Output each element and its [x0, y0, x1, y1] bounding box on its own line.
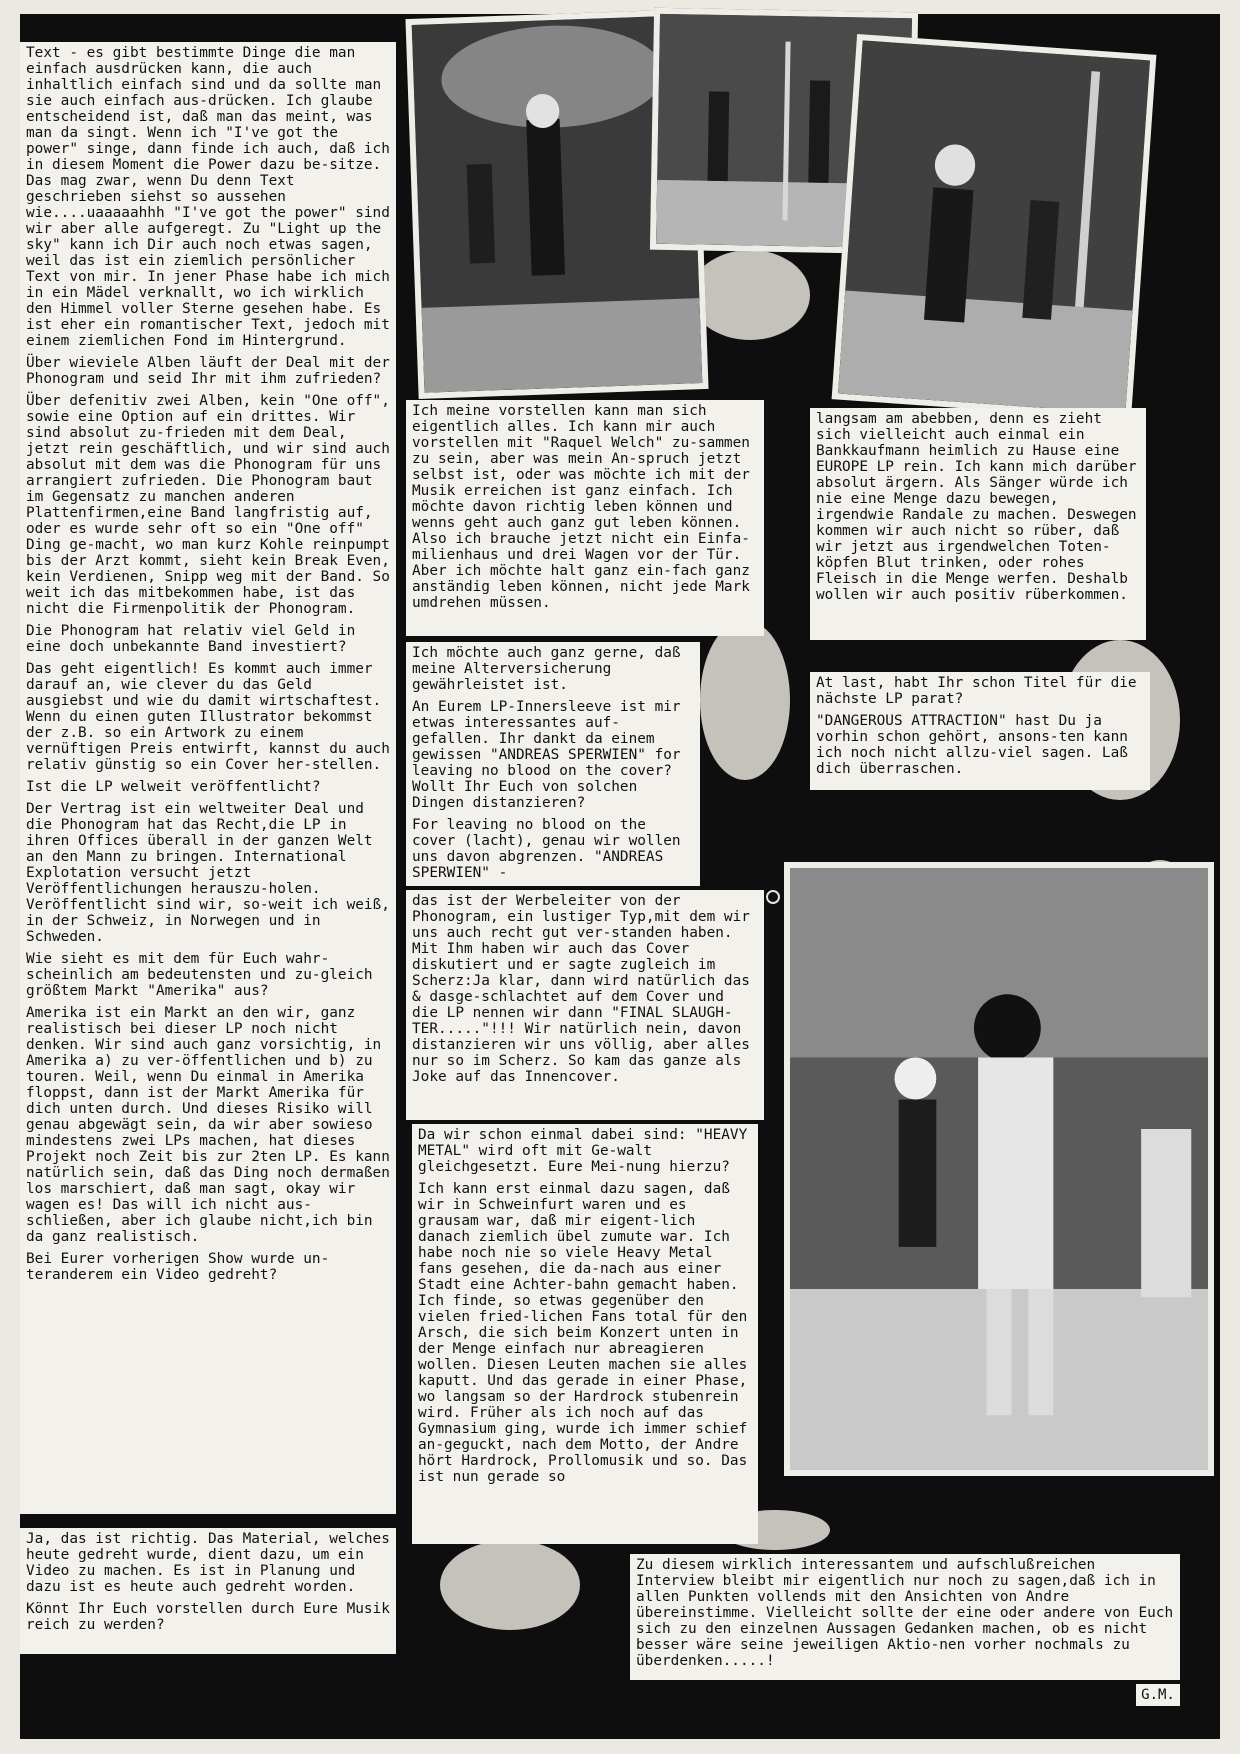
column-2-text-a: [406, 400, 764, 636]
question-text: Da wir schon einmal dabei sind: "HEAVY METAL" wird oft mit Ge-walt gleichgesetzt. Eure Mei-nung hierzu?: [418, 1127, 748, 1175]
question-text: Die Phonogram hat relativ viel Geld in eine doch unbekannte Band investiert?: [26, 623, 356, 655]
column-1-text: [20, 42, 396, 1514]
answer-text: Amerika ist ein Markt an den wir, ganz realistisch bei dieser LP noch nicht denken. Wir sind auch ganz vorsichtig, in Amerika a) zu ver-öffentlichen und b) zu touren. Weil, wenn Du einmal in Amerika floppst, dann ist der Markt Amerika für dich unten durch. Und dieses Risiko will genau abgewägt sein, da wir aber sowieso mindestens zwei LPs machen, hat dieses Projekt noch Zeit bis zur 2ten LP. Es kann natürlich sein, daß das Ding noch dermaßen los marschiert, daß man sagt, okay wir wagen es! Das will ich nicht aus-schließen, aber ich glaube nicht,ich bin da ganz realistisch.: [26, 1005, 390, 1245]
answer-text: Ja, das ist richtig. Das Material, welches heute gedreht wurde, dient dazu, um ein Video zu machen. Es ist in Planung und dazu ist es heute auch gedreht worden.: [26, 1531, 390, 1595]
column-3-text-b: [810, 672, 1150, 790]
column-2-text-d: [412, 1124, 758, 1544]
concert-photo-guitarist-large: [784, 862, 1214, 1476]
column-2-text-b: [406, 642, 700, 886]
ink-splatter: [440, 1540, 580, 1630]
question-text: Über wieviele Alben läuft der Deal mit der Phonogram und seid Ihr mit ihm zufrieden?: [26, 355, 390, 387]
concert-photo-guitarists: [832, 34, 1157, 420]
question-text: An Eurem LP-Innersleeve ist mir etwas interessantes auf-gefallen. Ihr dankt da einem gewissen "ANDREAS SPERWIEN" for leaving no blood on the cover? Wollt Ihr Euch von solchen Dingen distanzieren?: [412, 699, 681, 811]
answer-text: das ist der Werbeleiter von der Phonogram, ein lustiger Typ,mit dem wir uns auch recht gut ver-standen haben. Mit Ihm haben wir auch das Cover diskutiert und er sagte zugleich im Scherz:Ja klar, dann wird natürlich das & dasge-schlachtet auf dem Cover und die LP nennen wir dann "FINAL SLAUGH-TER....."!!! Wir natürlich nein, davon distanzieren wir uns völlig, aber alles nur so im Scherz. So kam das ganze als Joke auf das Innencover.: [412, 893, 750, 1085]
question-text: Könnt Ihr Euch vorstellen durch Eure Musik reich zu werden?: [26, 1601, 390, 1633]
answer-text: Ich meine vorstellen kann man sich eigentlich alles. Ich kann mir auch vorstellen mit "Raquel Welch" zu-sammen zu sein, aber was mein An-spruch jetzt selbst ist, oder was möchte ich mit der Musik erreichen ist ganz einfach. Ich möchte davon richtig leben können und wenns geht auch ganz gut leben können. Also ich brauche jetzt nicht ein Einfa-milienhaus und drei Wagen vor der Tür. Aber ich möchte halt ganz ein-fach ganz anständig leben können, nicht jede Mark umdrehen müssen.: [412, 403, 750, 611]
answer-text: "DANGEROUS ATTRACTION" hast Du ja vorhin schon gehört, ansons-ten kann ich noch nicht allzu-viel sagen. Laß dich überraschen.: [816, 713, 1128, 777]
author-signature: G.M.: [1136, 1684, 1180, 1706]
answer-text: Ich kann erst einmal dazu sagen, daß wir in Schweinfurt waren und es grausam war, daß mir eigent-lich danach ziemlich übel zumute war. Ich habe noch nie so viele Heavy Metal fans gesehen, die da-nach aus einer Stadt eine Achter-bahn gemacht haben. Ich finde, so etwas gegenüber den vielen fried-lichen Fans total für den Arsch, die sich beim Konzert unten in der Menge einfach nur abreagieren wollen. Diesen Leuten machen sie alles kaputt. Und das gerade in einer Phase, wo langsam so der Hardrock stubenrein wird. Früher als ich noch auf das Gymnasium ging, wurde ich immer schief an-geguckt, nach dem Motto, der Andre hört Hardrock, Prollomusik und so. Das ist nun gerade so: [418, 1181, 748, 1485]
question-text: Wie sieht es mit dem für Euch wahr-scheinlich am bedeutensten und zu-gleich größtem Markt "Amerika" aus?: [26, 951, 373, 999]
question-text: Ist die LP welweit veröffentlicht?: [26, 779, 321, 795]
column-1-bottom-text: [20, 1528, 396, 1654]
answer-text: Der Vertrag ist ein weltweiter Deal und die Phonogram hat das Recht,die LP in ihren Offices überall in der ganzen Welt an den Mann zu bringen. International Explotation versucht jetzt Veröffentlichungen herauszu-holen. Veröffentlicht sind wir, so-weit ich weiß, in der Schweiz, in Norwegen und in Schweden.: [26, 801, 390, 945]
answer-text: For leaving no blood on the cover (lacht), genau wir wollen uns davon abgrenzen. "ANDREAS SPERWIEN" -: [412, 817, 681, 881]
column-3-text-a: [810, 408, 1146, 640]
pin-icon: [766, 890, 780, 904]
answer-text: langsam am abebben, denn es zieht sich vielleicht auch einmal ein Bankkaufmann heimlich zu Hause eine EUROPE LP rein. Ich kann mich darüber absolut ärgern. Als Sänger würde ich nie eine Menge dazu bewegen, irgendwie Randale zu machen. Deswegen kommen wir auch nicht so rüber, daß wir jetzt aus irgendwelchen Toten-köpfen Blut trinken, oder rohes Fleisch in die Menge werfen. Deshalb wollen wir auch positiv rüberkommen.: [816, 411, 1137, 603]
answer-text: Das geht eigentlich! Es kommt auch immer darauf an, wie clever du das Geld ausgiebst und wie du damit wirtschaftest. Wenn du einen guten Illustrator bekommst der z.B. so ein Artwork zu einem vernüftigen Preis entwirft, kannst du auch relativ günstig so ein Cover her-stellen.: [26, 661, 390, 773]
question-text: Bei Eurer vorherigen Show wurde un-teranderem ein Video gedreht?: [26, 1251, 330, 1283]
answer-text: Ich möchte auch ganz gerne, daß meine Alterversicherung gewährleistet ist.: [412, 645, 681, 693]
question-text: At last, habt Ihr schon Titel für die nächste LP parat?: [816, 675, 1137, 707]
answer-text: Über defenitiv zwei Alben, kein "One off", sowie eine Option auf ein drittes. Wir sind absolut zu-frieden mit dem Deal, jetzt rein geschäftlich, und wir sind auch absolut mit dem was die Phonogram für uns arrangiert zufrieden. Die Phonogram baut im Gegensatz zu manchen anderen Plattenfirmen,eine Band langfristig auf, oder es wurde sehr oft so ein "One off" Ding ge-macht, wo man kurz Kohle reinpumpt bis der Arzt kommt, sieht kein Break Even, kein Verdienen, Snipp weg mit der Band. So weit ich das mitbekommen habe, ist das nicht die Firmenpolitik der Phonogram.: [26, 393, 390, 617]
closing-remark: [630, 1554, 1180, 1680]
ink-splatter: [690, 250, 810, 340]
ink-splatter: [700, 620, 790, 780]
column-2-text-c: [406, 890, 764, 1120]
closing-text: Zu diesem wirklich interessantem und aufschlußreichen Interview bleibt mir eigentlich nur noch zu sagen,daß ich in allen Punkten vollends mit den Ansichten von Andre übereinstimme. Vielleicht sollte der eine oder andere von Euch sich zu den einzelnen Aussagen Gedanken machen, ob es nicht besser wäre seine jeweiligen Aktio-nen vorher nochmals zu überdenken.....!: [636, 1557, 1174, 1669]
answer-text: Text - es gibt bestimmte Dinge die man einfach ausdrücken kann, die auch inhaltlich einfach sind und da sollte man sie auch einfach aus-drücken. Ich glaube entscheidend ist, daß man das meint, was man da singt. Wenn ich "I've got the power" singe, dann finde ich auch, daß ich in diesem Moment die Power dazu be-sitze. Das mag zwar, wenn Du denn Text geschrieben siehst so aussehen wie....uaaaaahhh "I've got the power" sind wir aber alle aufgeregt. Zu "Light up the sky" kann ich Dir auch noch etwas sagen, weil das ist ein ziemlich persönlicher Text von mir. In jener Phase habe ich mich in ein Mädel verknallt, wo ich wirklich den Himmel voller Sterne gesehen habe. Es ist eher ein romantischer Text, jedoch mit einem ziemlichen Fond im Hintergrund.: [26, 45, 390, 349]
